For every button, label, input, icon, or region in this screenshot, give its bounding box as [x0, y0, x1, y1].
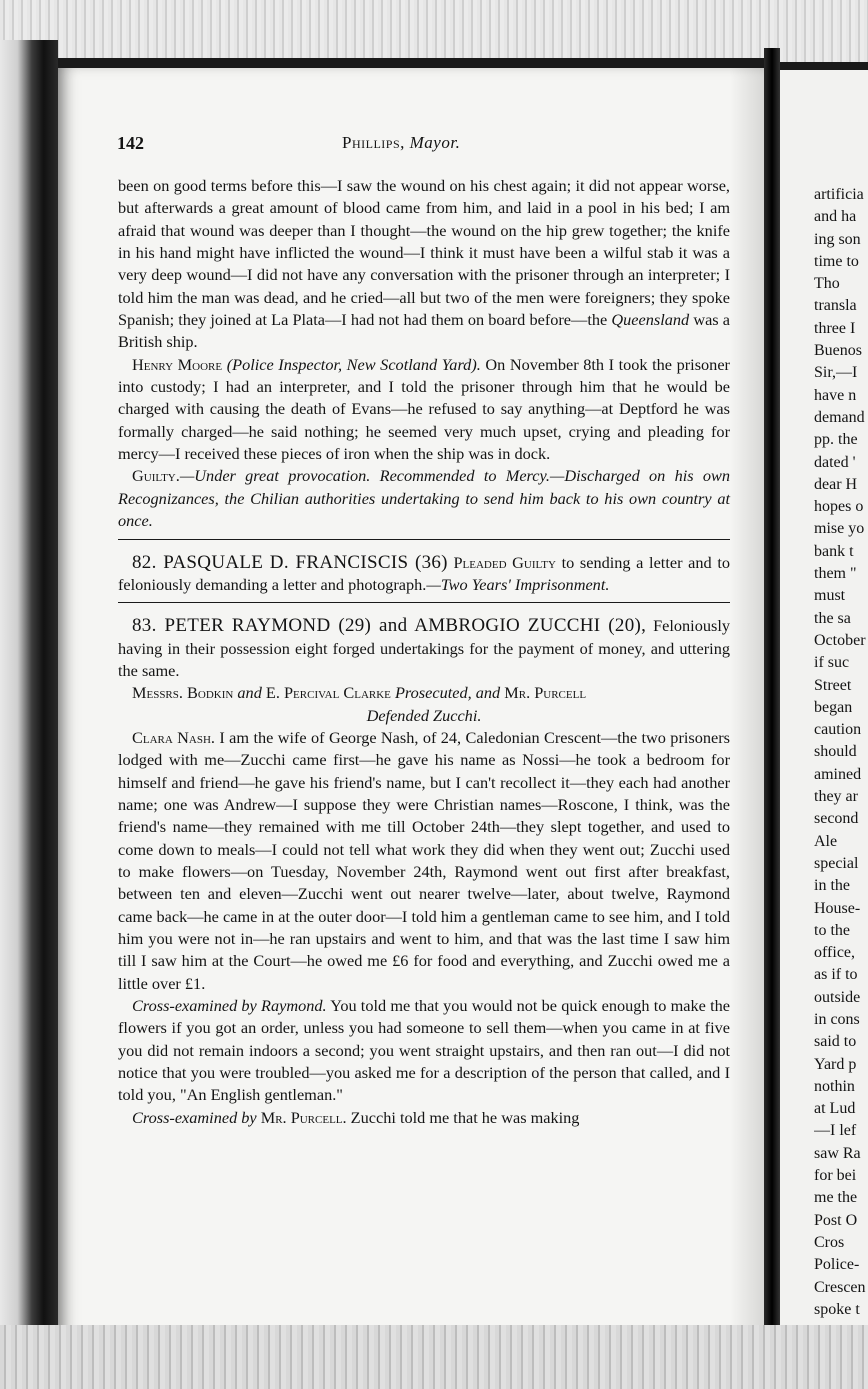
case-83-heading: 83. PETER RAYMOND (29) and AMBROGIO ZUCCHI (20), [132, 615, 647, 637]
paragraph-cross-examination-purcell [118, 1107, 730, 1129]
witness-text: On November 8th I took the prisoner into custody; I had an interpreter, and I told the prisoner through him that he would be charged with causing the death of Evans—he refused to say anything—at Deptford he was formally charged—he said nothing; he seemed very much upset, crying and pleading for mercy—I received these pieces of iron when the ship was in dock. [118, 354, 730, 464]
next-page-line: at Lud [814, 1100, 856, 1118]
paragraph-cross-examination-raymond [118, 995, 730, 1107]
next-page-line: office, [814, 944, 856, 962]
next-page-line: second [814, 810, 859, 828]
case-83-charge: Feloniously having in their possession eight forged undertakings for the payment of money, and uttering the same. [118, 616, 730, 680]
next-page-line: as if to [814, 966, 858, 984]
case-82-text: to sending a letter and to feloniously demanding a letter and photograph. [118, 552, 730, 594]
next-page-line: House- [814, 899, 861, 917]
paragraph-text-end: was a British ship. [118, 310, 731, 352]
witness-name: Clara Nash. [132, 727, 216, 747]
next-page-line: Yard p [814, 1055, 857, 1073]
section-divider [118, 539, 730, 540]
next-page-line: Ale [814, 832, 838, 850]
next-page-line: Buenos [814, 342, 862, 360]
next-page-line: spoke t [814, 1300, 860, 1318]
next-page-line: Post O [814, 1211, 858, 1229]
counsel-name: Mr. Purcell [504, 683, 587, 703]
next-page-line: special [814, 854, 859, 872]
counsel-name: E. Percival Clarke [265, 683, 391, 703]
counsel-role: Prosecuted, and [394, 683, 501, 703]
next-page-line: pp. the [814, 431, 858, 449]
witness-name: Henry Moore [132, 354, 223, 374]
cross-examination-text: You told me that you would not be quick enough to make the flowers if you got an order, unless you had someone to sell them—when you came in at five you did not remain indoors a second; you went straight upstairs, and then ran out—I did not notice that you were troubled—you asked me for a description of the person that called, and I told you, "An English gentleman." [118, 996, 730, 1105]
next-page-line: if suc [814, 654, 850, 672]
next-page-line: must [814, 587, 846, 605]
next-page-line: ing son [814, 230, 861, 248]
paragraph-moore-testimony [118, 354, 730, 466]
next-page-line: Crescen [814, 1278, 866, 1296]
next-page-line: saw Ra [814, 1144, 861, 1162]
next-page-line: in the [814, 877, 850, 895]
verdict-text: —Under great provocation. Recommended to Mercy.—Discharged on his own Recognizances, the Chilian authorities undertaking to send him back to his own country at once. [118, 466, 730, 531]
section-divider [118, 602, 730, 603]
next-page-line: said to [814, 1033, 857, 1051]
next-page-line: Street [814, 676, 852, 694]
next-page-line: me the [814, 1189, 858, 1207]
case-83 [118, 615, 730, 682]
next-page-line: caution [814, 721, 862, 739]
next-page-line: the sa [814, 609, 851, 627]
paragraph-nash-testimony [118, 727, 730, 995]
next-page-line: —I lef [814, 1122, 857, 1140]
next-page-line: and ha [814, 208, 857, 226]
case-82 [118, 552, 730, 597]
book-page-right-edge [780, 62, 868, 1346]
paragraph-text: been on good terms before this—I saw the wound on his chest again; it did not appear worse, but afterwards a great amount of blood came from him, and laid in a pool in his bed; I am afraid that wound was deeper than I thought—the wound on the hip grew together; the knife in his hand might have inflicted the wound—I think it must have been a wilful stab it was a very deep wound—I did not have any conversation with the prisoner through an interpreter; I told him the man was dead, and he cried—all but two of the men were foreigners; they spoke Spanish; they joined at La Plata—I had not had them on board before—the [118, 176, 730, 330]
next-page-fragments [814, 184, 868, 1321]
paragraph-wound-testimony [118, 175, 730, 354]
counsel-defended [118, 705, 730, 727]
next-page-line: began [814, 698, 853, 716]
next-page-line: artificia [814, 186, 864, 203]
next-page-line: dear H [814, 475, 858, 493]
next-page-line: outside [814, 988, 861, 1006]
witness-text: I am the wife of George Nash, of 24, Caledonian Crescent—the two prisoners lodged with me—Zucchi came first—he gave his name as Nossi—he took a bedroom for himself and friend—he gave his friend's name, but I can't recollect it—they each had another name; one was Andrew—I suppose they were Christian names—Roscone, I think, was the friend's name—they remained with me till October 24th—they slept together, and used to come down to meals—I could not tell what work they did when they went out; Zucchi used to make flowers—on Tuesday, November 24th, Raymond went out first after breakfast, between ten and eleven—Zucchi went out nearer twelve—later, about twelve, Raymond came back—he came in at the outer door—I told him a gentleman came to see him, and I told him you were not in—he ran upstairs and went to him, and that was the last time I saw him till I saw him at the Court—he owed me £6 for food and everything, and Zucchi owed me a little over £1. [118, 727, 730, 993]
scan-background-bottom [0, 1325, 868, 1389]
book-spine [764, 48, 780, 1348]
case-82-plea: Pleaded Guilty [453, 552, 556, 572]
running-head-title: Mayor. [409, 133, 461, 152]
verdict [118, 465, 730, 532]
next-page-line: them " [814, 565, 857, 583]
next-page-line: hopes o [814, 498, 864, 516]
next-page-line: they ar [814, 788, 858, 806]
next-page-line: have n [814, 386, 857, 404]
next-page-line: October [814, 631, 866, 649]
next-page-line: amined [814, 765, 862, 783]
counsel-role: Defended Zucchi. [366, 705, 482, 725]
next-page-line: for bei [814, 1167, 857, 1185]
next-page-line: dated ' [814, 453, 856, 471]
page-number: 142 [117, 133, 144, 153]
next-page-line: should [814, 743, 857, 761]
next-page-line: Police- [814, 1256, 860, 1274]
next-page-line: nothin [814, 1077, 855, 1095]
ship-name: Queensland [611, 310, 690, 330]
case-82-sentence: —Two Years' Imprisonment. [426, 574, 610, 594]
next-page-line: Tho [814, 275, 840, 293]
next-page-line: transla [814, 297, 857, 315]
counsel-name: Mr. Purcell. [260, 1107, 347, 1127]
next-page-line: demand [814, 408, 865, 426]
next-page-line: time to [814, 252, 859, 270]
case-82-heading: 82. PASQUALE D. FRANCISCIS (36) [132, 551, 448, 573]
page-header [117, 133, 737, 159]
cross-examination-label: Cross-examined by [132, 1107, 257, 1127]
cross-examination-label: Cross-examined by Raymond. [132, 996, 327, 1016]
next-page-line: three I [814, 319, 856, 337]
running-head [342, 133, 460, 153]
next-page-line: Cros [814, 1233, 845, 1251]
counsel-conjunction: and [237, 683, 262, 703]
next-page-line: bank t [814, 542, 854, 560]
next-page-line: to the [814, 921, 850, 939]
running-head-name: Phillips, [342, 133, 405, 152]
verdict-label: Guilty. [132, 466, 180, 486]
witness-role: (Police Inspector, New Scotland Yard). [226, 354, 481, 374]
gutter-shadow [730, 68, 764, 1336]
next-page-line: Sir,—I [814, 364, 858, 382]
counsel-name: Messrs. Bodkin [132, 683, 234, 703]
cross-examination-text: Zucchi told me that he was making [350, 1107, 580, 1127]
next-page-line: mise yo [814, 520, 865, 538]
book-edge-left [0, 40, 58, 1340]
counsel-line [118, 682, 730, 704]
page-body [118, 175, 730, 1129]
next-page-line: in cons [814, 1010, 860, 1028]
